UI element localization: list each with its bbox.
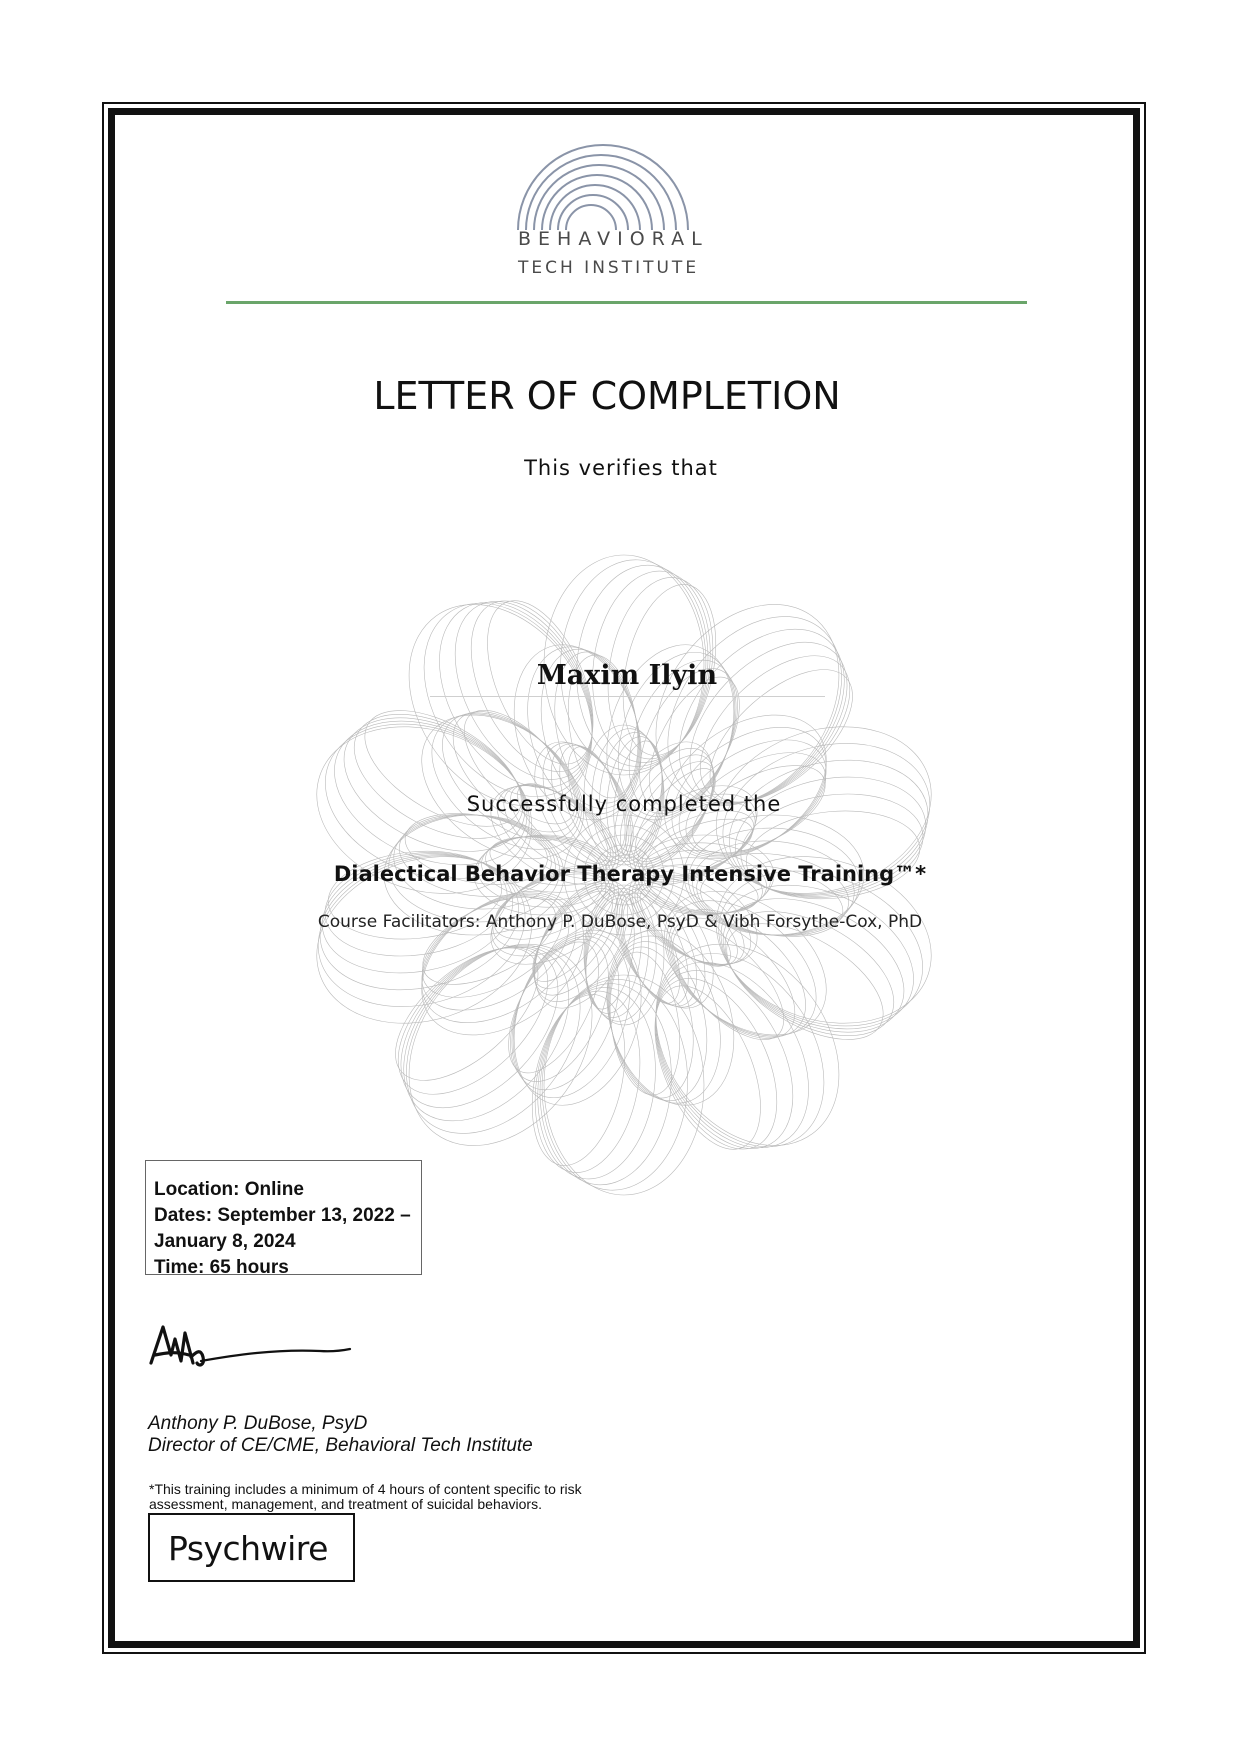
handwritten-signature (145, 1305, 355, 1375)
logo-text-line1: BEHAVIORAL (518, 228, 709, 250)
document-title: LETTER OF COMPLETION (373, 374, 841, 418)
psychwire-logo (148, 1513, 355, 1582)
verifies-text: This verifies that (524, 456, 718, 480)
dates-line-2: January 8, 2024 (154, 1231, 296, 1252)
risk-footnote: *This training includes a minimum of 4 hours of content specific to risk assessment, management, and treatment of suicidal behaviors. (149, 1481, 582, 1512)
recipient-name: Maxim Ilyin (536, 660, 718, 691)
recipient-underline (430, 696, 825, 697)
time-line: Time: 65 hours (154, 1257, 289, 1275)
course-facilitators: Course Facilitators: Anthony P. DuBose, PsyD & Vibh Forsythe-Cox, PhD (317, 912, 923, 932)
logo-text-line2: TECH INSTITUTE (518, 258, 700, 278)
completed-text: Successfully completed the (466, 792, 782, 816)
logo-arcs-icon (510, 138, 740, 233)
header-divider (226, 301, 1027, 304)
signatory-name: Anthony P. DuBose, PsyD (148, 1413, 368, 1434)
program-name: Dialectical Behavior Therapy Intensive Training™* (333, 862, 927, 886)
behavioral-tech-logo (510, 138, 740, 288)
training-details-box (145, 1160, 422, 1275)
dates-line-1: Dates: September 13, 2022 – (154, 1205, 411, 1226)
location-line: Location: Online (154, 1179, 304, 1200)
signatory-title: Director of CE/CME, Behavioral Tech Institute (148, 1435, 533, 1456)
psychwire-logo-text: Psychwire (168, 1529, 328, 1568)
